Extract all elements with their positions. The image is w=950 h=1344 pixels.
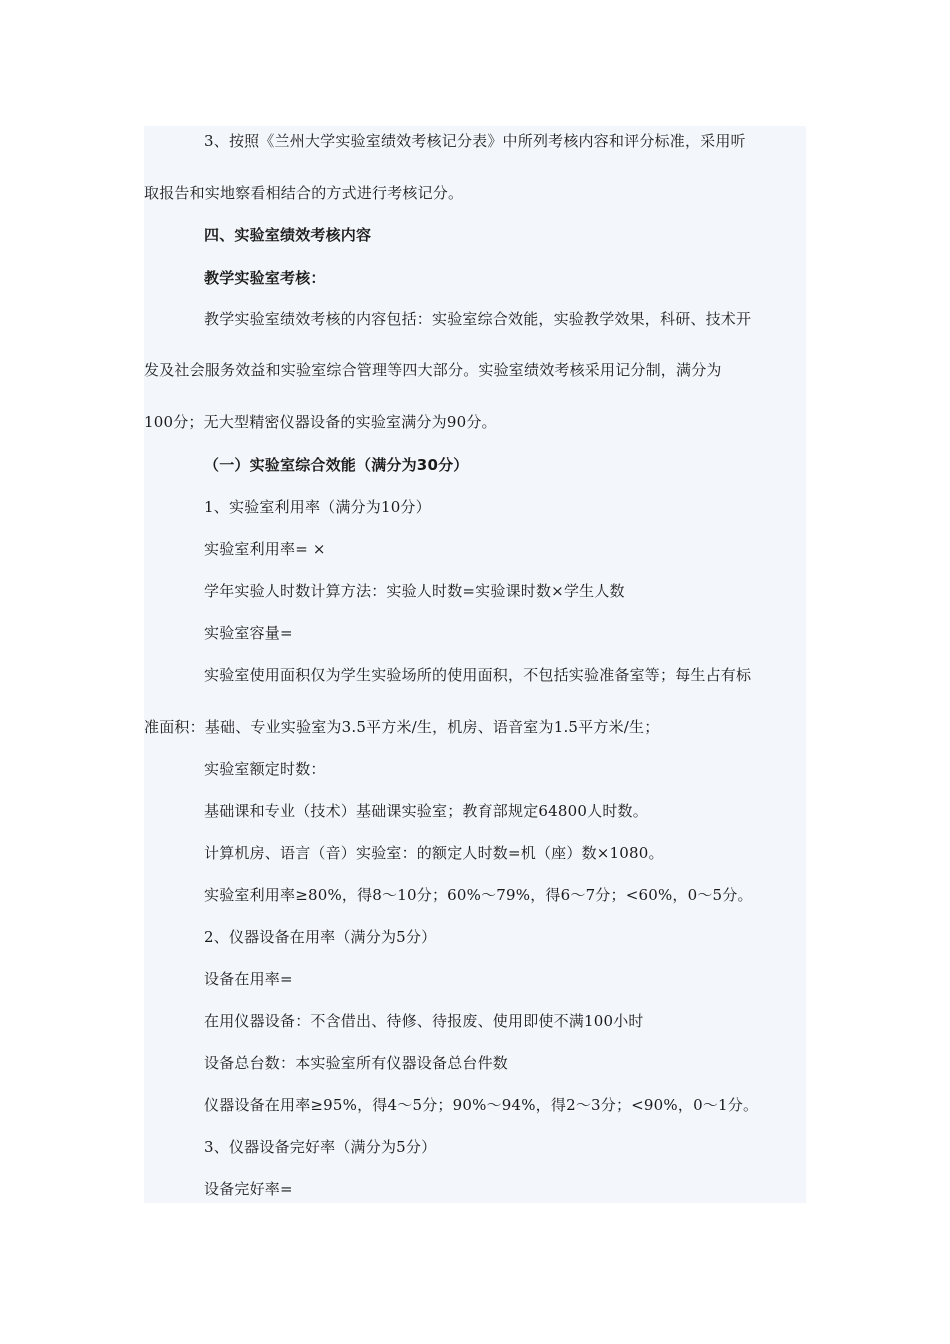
formula-line: 设备完好率= <box>204 1180 293 1198</box>
paragraph-line: 100分；无大型精密仪器设备的实验室满分为90分。 <box>144 413 497 431</box>
formula-line: 实验室容量= <box>204 624 293 642</box>
paragraph-line: 设备总台数：本实验室所有仪器设备总台件数 <box>204 1054 509 1072</box>
formula-line: 实验室利用率= × <box>204 540 326 558</box>
paragraph-line: 在用仪器设备：不含借出、待修、待报废、使用即使不满100小时 <box>204 1012 644 1030</box>
paragraph-line: 实验室使用面积仅为学生实验场所的使用面积，不包括实验准备室等；每生占有标 <box>204 666 752 684</box>
paragraph-line: 3、按照《兰州大学实验室绩效考核记分表》中所列考核内容和评分标准，采用听 <box>204 132 746 150</box>
paragraph-line: 3、仪器设备完好率（满分为5分） <box>204 1138 437 1156</box>
paragraph-line: 取报告和实地察看相结合的方式进行考核记分。 <box>144 184 464 202</box>
paragraph-line: 教学实验室绩效考核的内容包括：实验室综合效能，实验教学效果，科研、技术开 <box>204 310 752 328</box>
section-heading: 四、实验室绩效考核内容 <box>204 226 372 244</box>
paragraph-line: 1、实验室利用率（满分为10分） <box>204 498 431 516</box>
formula-line: 设备在用率= <box>204 970 293 988</box>
paragraph-line: 发及社会服务效益和实验室综合管理等四大部分。实验室绩效考核采用记分制，满分为 <box>144 361 722 379</box>
paragraph-line: 学年实验人时数计算方法：实验人时数=实验课时数×学生人数 <box>204 582 625 600</box>
paragraph-line: 实验室利用率≥80%，得8～10分；60%～79%，得6～7分；<60%，0～5分。 <box>204 886 753 904</box>
paragraph-line: 准面积：基础、专业实验室为3.5平方米/生，机房、语音室为1.5平方米/生； <box>144 718 660 736</box>
item-heading: （一）实验室综合效能（满分为30分） <box>204 456 469 474</box>
paragraph-line: 实验室额定时数： <box>204 760 326 778</box>
paragraph-line: 2、仪器设备在用率（满分为5分） <box>204 928 437 946</box>
paragraph-line: 计算机房、语言（音）实验室：的额定人时数=机（座）数×1080。 <box>204 844 664 862</box>
paragraph-line: 基础课和专业（技术）基础课实验室；教育部规定64800人时数。 <box>204 802 648 820</box>
paragraph-line: 仪器设备在用率≥95%，得4～5分；90%～94%，得2～3分；<90%，0～1分。 <box>204 1096 759 1114</box>
subsection-heading: 教学实验室考核： <box>204 269 326 287</box>
